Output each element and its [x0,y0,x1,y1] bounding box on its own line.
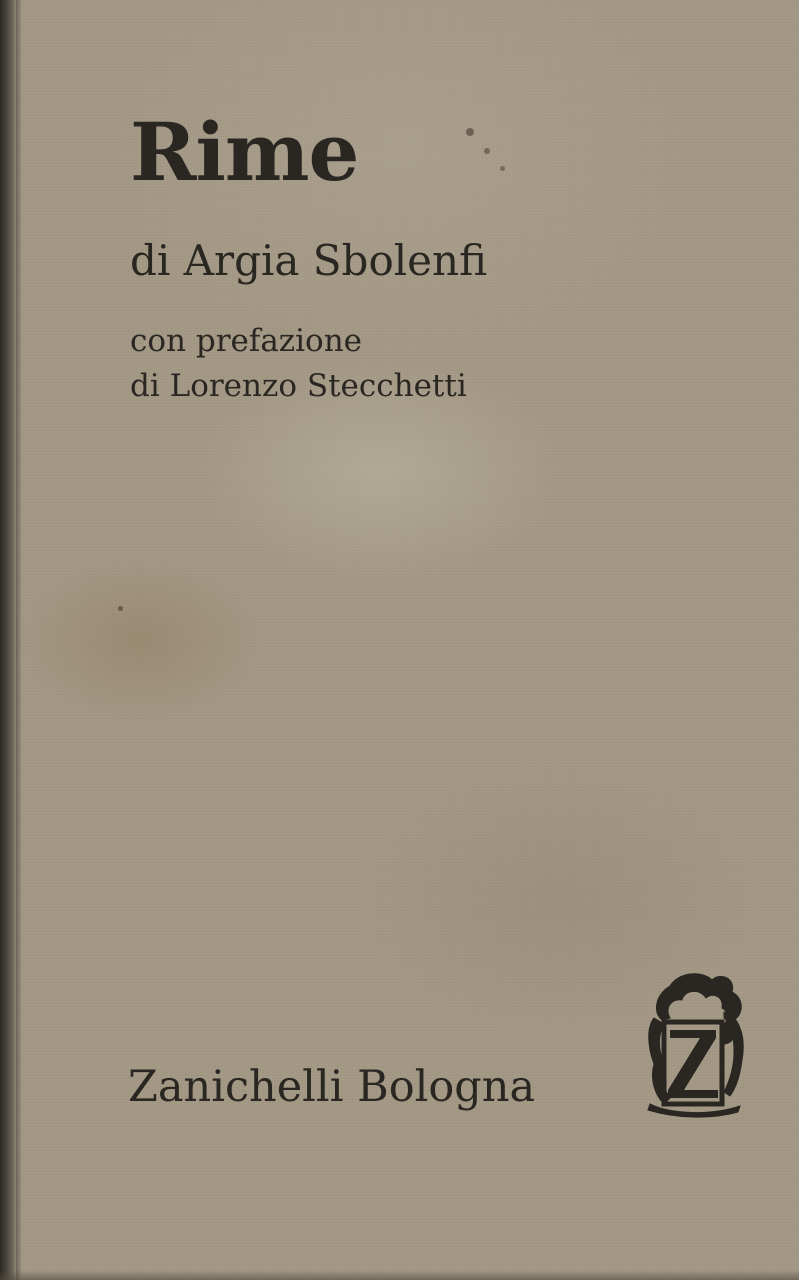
logo-letter: Z [692,1080,694,1081]
cover-title: Rime [130,105,359,199]
ink-spot [466,128,474,136]
cover-preface-author: di Lorenzo Stecchetti [130,368,467,404]
ink-spot [118,606,123,611]
spine-edge [0,0,16,1280]
cover-author: di Argia Sbolenfi [130,236,488,285]
zanichelli-z-emblem-icon [640,968,750,1118]
ink-spot [500,166,505,171]
spine-fold-shadow [16,0,22,1280]
cover-preface-label: con prefazione [130,323,363,359]
ink-spot [484,148,490,154]
cover-publisher: Zanichelli Bologna [128,1062,536,1112]
bottom-edge-shadow [0,1270,799,1280]
